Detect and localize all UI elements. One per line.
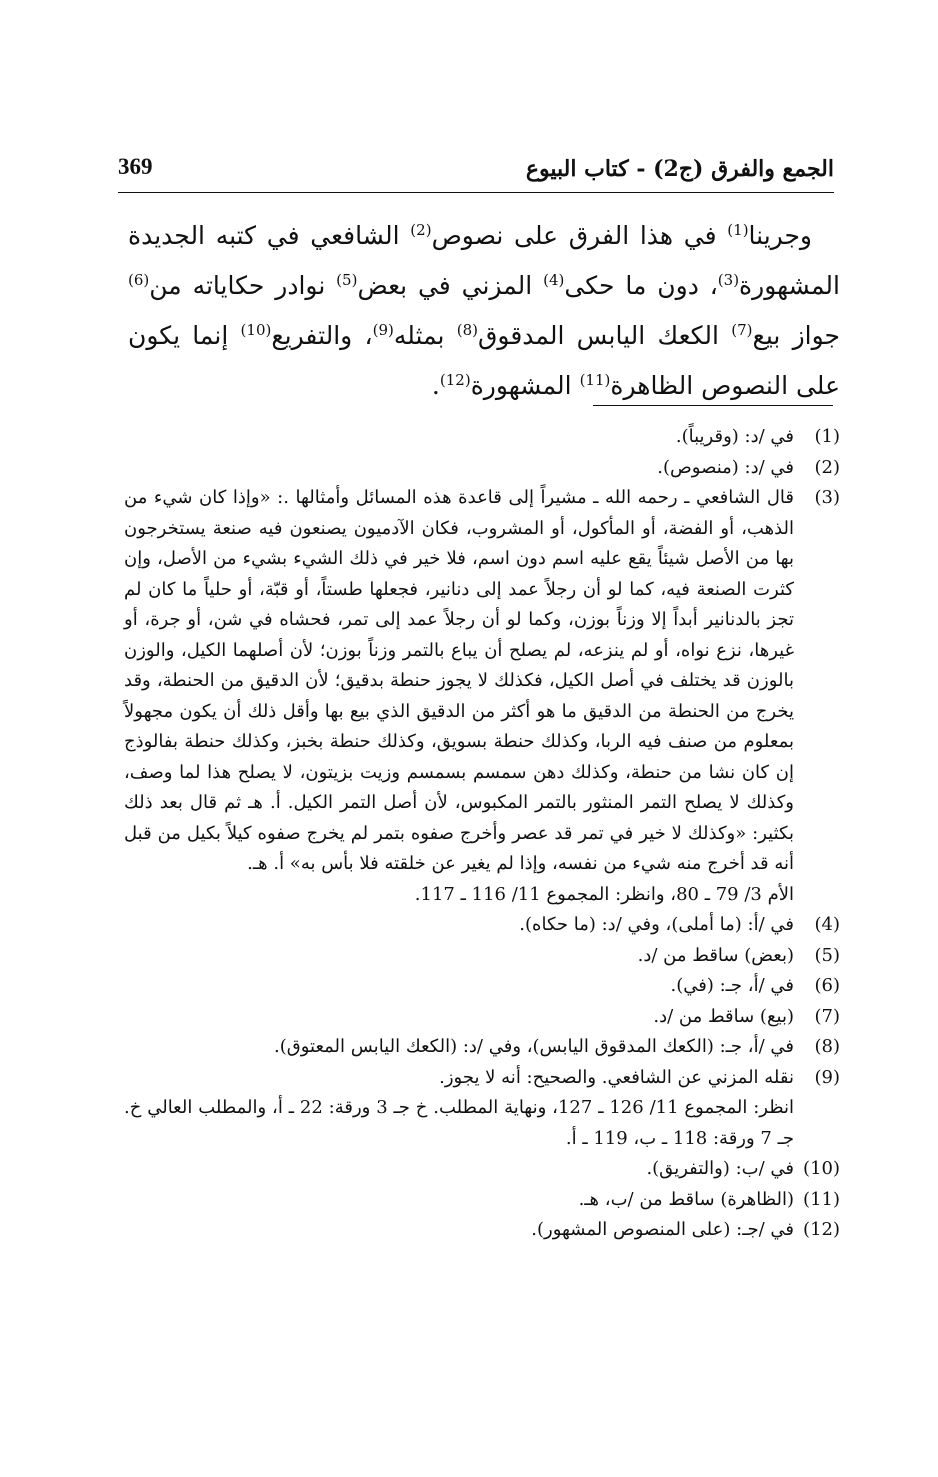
footnote-8	[124, 1032, 840, 1063]
footnote-separator	[593, 405, 833, 406]
footnote-9-continuation: انظر: المجموع 11/ 126 ـ 127، ونهاية المطلب. خ جـ 3 ورقة: 22 ـ أ، والمطلب العالي خ. جـ 7 ورقة: 118 ـ ب، 119 ـ أ.	[124, 1097, 795, 1149]
footnote-6	[124, 971, 840, 1002]
running-title: الجمع والفرق (ج2) - كتاب البيوع	[525, 156, 834, 182]
page-number: 369	[118, 154, 153, 179]
text-run: المشهورة	[470, 371, 580, 400]
text-run: الشافعي في كتبه الجديدة المشهورة	[128, 221, 840, 300]
footnote-text: في /أ: (ما أملى)، وفي /د: (ما حكاه).	[519, 914, 794, 935]
footnote-10	[124, 1154, 840, 1185]
text-run: المزني في بعض	[357, 271, 544, 300]
footnote-number: (9)	[814, 1066, 840, 1088]
footnote-1	[124, 422, 840, 453]
footnote-text: في /ب: (والتفريق).	[646, 1158, 794, 1179]
footnote-text: نقله المزني عن الشافعي. والصحيح: أنه لا يجوز.	[439, 1066, 794, 1088]
main-paragraph	[128, 208, 840, 408]
footnote-text: في /د: (وقريباً).	[675, 426, 794, 447]
footnote-number: (2)	[814, 456, 840, 478]
text-run: .	[431, 371, 440, 400]
text-run: في هذا الفرق على نصوص	[431, 221, 728, 250]
footnote-text: (بعض) ساقط من /د.	[637, 944, 794, 966]
footnote-text: في /أ، جـ: (الكعك المدقوق اليابس)، وفي /د: (الكعك اليابس المعتوق).	[274, 1036, 794, 1057]
page-header	[118, 152, 834, 193]
text-run: ، والتفريع	[271, 321, 373, 350]
footnote-marker[interactable]: (12)	[439, 371, 471, 389]
footnote-number: (4)	[814, 914, 840, 935]
footnote-9	[124, 1063, 840, 1094]
footnote-3	[124, 483, 840, 880]
footnote-text: (بيع) ساقط من /د.	[653, 1005, 794, 1027]
footnote-number: (10)	[803, 1158, 840, 1179]
footnote-marker[interactable]: (5)	[336, 271, 358, 289]
footnote-text: (الظاهرة) ساقط من /ب، هـ.	[578, 1188, 794, 1210]
main-text	[128, 208, 840, 408]
footnote-number: (1)	[814, 426, 840, 447]
footnote-marker[interactable]: (4)	[543, 271, 565, 289]
footnote-marker[interactable]: (1)	[727, 221, 749, 239]
text-run: الكعك اليابس المدقوق	[478, 321, 732, 350]
footnote-number: (3)	[814, 487, 840, 508]
footnote-marker[interactable]: (8)	[456, 321, 479, 339]
footnote-number: (8)	[814, 1036, 840, 1057]
footnote-text: في /أ، جـ: (في).	[670, 975, 794, 996]
footnote-2	[124, 453, 840, 484]
footnote-marker[interactable]: (7)	[731, 321, 753, 339]
footnote-marker[interactable]: (6)	[128, 271, 150, 289]
footnote-number: (11)	[803, 1188, 840, 1210]
footnote-number: (5)	[814, 944, 840, 966]
text-run: ، دون ما حكى	[564, 271, 718, 300]
footnote-text: في /د: (منصوص).	[657, 456, 794, 478]
text-run: وجرينا	[748, 221, 812, 250]
footnote-12	[124, 1215, 840, 1246]
footnote-marker[interactable]: (11)	[579, 371, 611, 389]
text-run: نوادر حكاياته من	[149, 271, 337, 300]
footnote-11	[124, 1185, 840, 1216]
footnote-text: في /جـ: (على المنصوص المشهور).	[531, 1219, 794, 1240]
footnote-4	[124, 910, 840, 941]
footnote-number: (7)	[814, 1005, 840, 1027]
text-run: إنما يكون على النصوص الظاهرة	[128, 321, 840, 400]
footnote-number: (6)	[814, 975, 840, 996]
footnote-marker[interactable]: (3)	[717, 271, 740, 289]
footnote-5	[124, 941, 840, 972]
footnote-number: (12)	[803, 1219, 840, 1240]
text-run: جواز بيع	[752, 321, 840, 350]
footnote-7	[124, 1002, 840, 1033]
footnotes	[124, 422, 840, 1246]
footnote-text: قال الشافعي ـ رحمه الله ـ مشيراً إلى قاعدة هذه المسائل وأمثالها .: «وإذا كان شيء من الذهب، أو الفضة، أو المأكول، أو المشروب، فكان الآدميون يصنعون فيه صنعة يستخرجون بها من الأصل شيئاً يقع عليه اسم دون اسم، فلا خير في ذلك الشيء بشيء من الأصل، وإن كثرت الصنعة فيه، كما لو أن رجلاً عمد إلى دنانير، فجعلها طستاً، أو قبّة، أو حلياً ما كان لم تجز بالدنانير أبداً إلا وزناً بوزن، وكما لو أن رجلاً عمد إلى تمر، فحشاه في شن، أو جرة، أو غيرها، نزع نواه، أو لم ينزعه، لم يصلح أن يباع بالتمر وزناً بوزن؛ لأن أصلهما الكيل، والوزن بالوزن قد يختلف في أصل الكيل، فكذلك لا يجوز حنطة بدقيق؛ لأن الدقيق من الحنطة، وقد يخرج من الحنطة من الدقيق ما هو أكثر من الدقيق الذي بيع بها وأقل ذلك أن يكون مجهولاً بمعلوم من صنف فيه الربا، وكذلك حنطة بسويق، وكذلك حنطة بخبز، وكذلك حنطة بفالوذج إن كان نشا من حنطة، وكذلك دهن سمسم بسمسم وزيت بزيتون، لا يصلح هذا لما وصف، وكذلك لا يصلح التمر المنثور بالتمر المكبوس، لأن أصل التمر الكيل. أ. هـ ثم قال بعد ذلك بكثير: «وكذلك لا خير في تمر قد عصر وأخرج صفوه بتمر لم يخرج صفوه كيلاً بكيل من قبل أنه قد أخرج منه شيء من نفسه، وإذا لم يغير عن خلقته فلا بأس به» أ. هـ.	[124, 487, 794, 874]
text-run: بمثله	[393, 321, 457, 350]
footnote-marker[interactable]: (10)	[240, 321, 272, 339]
footnote-marker[interactable]: (9)	[372, 321, 394, 339]
footnote-marker[interactable]: (2)	[410, 221, 432, 239]
footnote-3-reference: الأم 3/ 79 ـ 80، وانظر: المجموع 11/ 116 ـ 117.	[414, 883, 794, 905]
